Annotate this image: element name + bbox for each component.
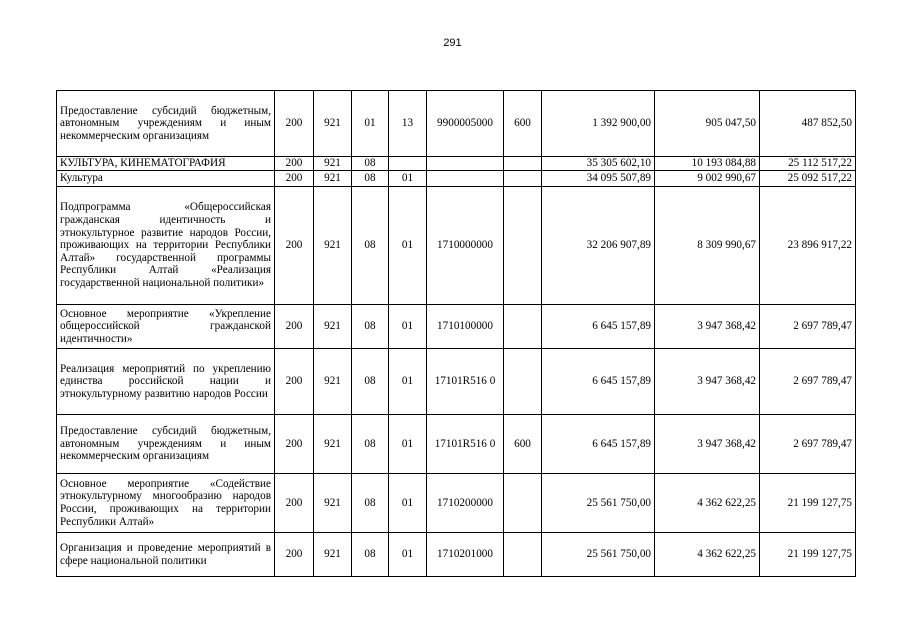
row-razdel-cell: 01	[352, 91, 389, 157]
row-podrazdel-cell: 01	[389, 171, 427, 187]
row-sum-plan-cell: 6 645 157,89	[542, 305, 655, 349]
row-ved-cell: 921	[314, 157, 352, 171]
table-row	[57, 157, 856, 171]
row-podrazdel-cell: 01	[389, 305, 427, 349]
row-vid-rashodov-cell	[504, 187, 542, 305]
row-sum-rest-cell: 25 112 517,22	[760, 157, 856, 171]
row-podrazdel-cell: 01	[389, 415, 427, 474]
row-target-code-cell: 17101R516 0	[427, 415, 504, 474]
row-sum-rest-cell: 21 199 127,75	[760, 474, 856, 533]
row-sum-fact-cell: 10 193 084,88	[655, 157, 760, 171]
row-target-code-cell: 1710200000	[427, 474, 504, 533]
row-ved-cell: 921	[314, 91, 352, 157]
page-number: 291	[443, 37, 462, 49]
row-sum-fact-cell: 3 947 368,42	[655, 415, 760, 474]
row-razdel-cell: 08	[352, 171, 389, 187]
row-razdel-cell: 08	[352, 187, 389, 305]
row-vid-rashodov-cell	[504, 171, 542, 187]
row-sum-plan-cell: 35 305 602,10	[542, 157, 655, 171]
row-sum-rest-cell: 21 199 127,75	[760, 533, 856, 577]
row-vid-rashodov-cell	[504, 533, 542, 577]
row-glava-cell: 200	[275, 91, 314, 157]
row-name-cell: Организация и проведение мероприятий в сфере национальной политики	[57, 533, 275, 577]
row-glava-cell: 200	[275, 415, 314, 474]
row-podrazdel-cell: 13	[389, 91, 427, 157]
row-sum-fact-cell: 8 309 990,67	[655, 187, 760, 305]
row-target-code-cell	[427, 157, 504, 171]
table-row	[57, 91, 856, 157]
row-glava-cell: 200	[275, 474, 314, 533]
row-ved-cell: 921	[314, 474, 352, 533]
row-sum-rest-cell: 2 697 789,47	[760, 349, 856, 415]
row-razdel-cell: 08	[352, 533, 389, 577]
row-name-cell: Подпрограмма «Общероссийская гражданская идентичность и этнокультурное развитие народов России, проживающих на территории Республики Алтай» государственной программы Республики Алтай «Реализация государственной национальной политики»	[57, 187, 275, 305]
budget-table	[56, 90, 856, 577]
table-row	[57, 533, 856, 577]
row-razdel-cell: 08	[352, 349, 389, 415]
row-sum-plan-cell: 6 645 157,89	[542, 415, 655, 474]
row-glava-cell: 200	[275, 533, 314, 577]
row-sum-rest-cell: 487 852,50	[760, 91, 856, 157]
row-razdel-cell: 08	[352, 474, 389, 533]
row-name-cell: Предоставление субсидий бюджетным, автономным учреждениям и иным некоммерческим организациям	[57, 91, 275, 157]
row-sum-rest-cell: 25 092 517,22	[760, 171, 856, 187]
row-name-cell: Основное мероприятие «Укрепление общероссийской гражданской идентичности»	[57, 305, 275, 349]
row-sum-fact-cell: 4 362 622,25	[655, 474, 760, 533]
row-sum-plan-cell: 1 392 900,00	[542, 91, 655, 157]
row-podrazdel-cell	[389, 157, 427, 171]
row-sum-rest-cell: 2 697 789,47	[760, 305, 856, 349]
row-sum-fact-cell: 3 947 368,42	[655, 349, 760, 415]
row-razdel-cell: 08	[352, 415, 389, 474]
row-ved-cell: 921	[314, 415, 352, 474]
row-target-code-cell: 1710000000	[427, 187, 504, 305]
row-name-cell: КУЛЬТУРА, КИНЕМАТОГРАФИЯ	[57, 157, 275, 171]
row-ved-cell: 921	[314, 305, 352, 349]
table-row	[57, 305, 856, 349]
row-vid-rashodov-cell	[504, 474, 542, 533]
row-target-code-cell: 1710201000	[427, 533, 504, 577]
table-row	[57, 187, 856, 305]
row-target-code-cell	[427, 171, 504, 187]
table-row	[57, 415, 856, 474]
row-name-cell: Реализация мероприятий по укреплению единства российской нации и этнокультурному развитию народов России	[57, 349, 275, 415]
row-glava-cell: 200	[275, 305, 314, 349]
row-ved-cell: 921	[314, 349, 352, 415]
row-podrazdel-cell: 01	[389, 187, 427, 305]
row-sum-fact-cell: 3 947 368,42	[655, 305, 760, 349]
row-ved-cell: 921	[314, 533, 352, 577]
row-sum-rest-cell: 23 896 917,22	[760, 187, 856, 305]
row-glava-cell: 200	[275, 171, 314, 187]
row-sum-plan-cell: 6 645 157,89	[542, 349, 655, 415]
row-sum-plan-cell: 25 561 750,00	[542, 474, 655, 533]
row-glava-cell: 200	[275, 157, 314, 171]
row-vid-rashodov-cell: 600	[504, 415, 542, 474]
row-podrazdel-cell: 01	[389, 474, 427, 533]
row-sum-fact-cell: 4 362 622,25	[655, 533, 760, 577]
row-ved-cell: 921	[314, 171, 352, 187]
row-name-cell: Предоставление субсидий бюджетным, автономным учреждениям и иным некоммерческим организациям	[57, 415, 275, 474]
row-sum-plan-cell: 34 095 507,89	[542, 171, 655, 187]
row-ved-cell: 921	[314, 187, 352, 305]
row-podrazdel-cell: 01	[389, 349, 427, 415]
row-sum-plan-cell: 32 206 907,89	[542, 187, 655, 305]
row-vid-rashodov-cell	[504, 157, 542, 171]
row-target-code-cell: 17101R516 0	[427, 349, 504, 415]
row-razdel-cell: 08	[352, 157, 389, 171]
row-sum-rest-cell: 2 697 789,47	[760, 415, 856, 474]
row-vid-rashodov-cell	[504, 349, 542, 415]
row-target-code-cell: 1710100000	[427, 305, 504, 349]
row-name-cell: Культура	[57, 171, 275, 187]
row-sum-fact-cell: 905 047,50	[655, 91, 760, 157]
row-podrazdel-cell: 01	[389, 533, 427, 577]
row-vid-rashodov-cell: 600	[504, 91, 542, 157]
row-sum-plan-cell: 25 561 750,00	[542, 533, 655, 577]
table-row	[57, 474, 856, 533]
row-vid-rashodov-cell	[504, 305, 542, 349]
row-target-code-cell: 9900005000	[427, 91, 504, 157]
row-sum-fact-cell: 9 002 990,67	[655, 171, 760, 187]
row-name-cell: Основное мероприятие «Содействие этнокультурному многообразию народов России, проживающих на территории Республики Алтай»	[57, 474, 275, 533]
table-row	[57, 349, 856, 415]
row-razdel-cell: 08	[352, 305, 389, 349]
table-row	[57, 171, 856, 187]
row-glava-cell: 200	[275, 349, 314, 415]
row-glava-cell: 200	[275, 187, 314, 305]
